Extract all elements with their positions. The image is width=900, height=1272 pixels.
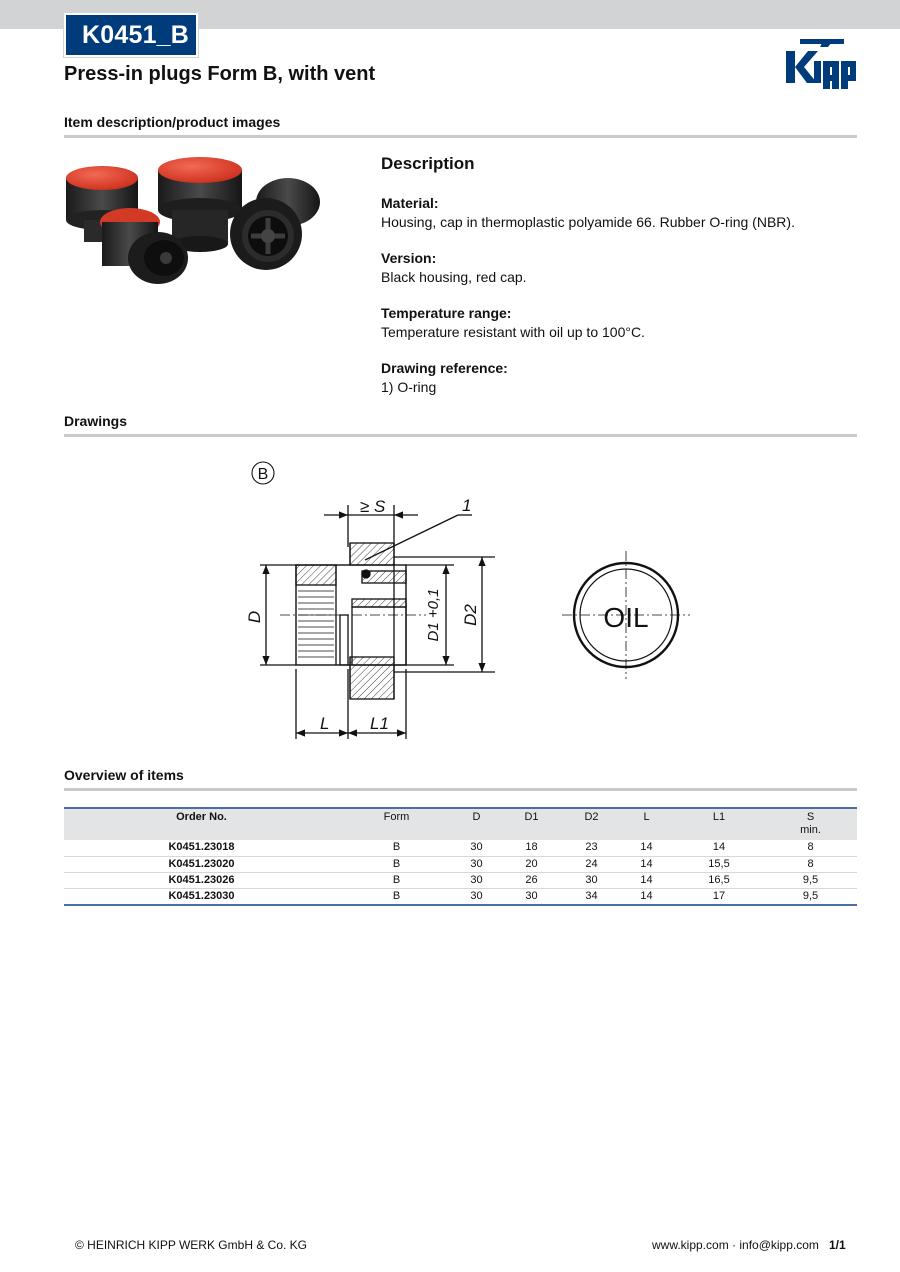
page-title: Press-in plugs Form B, with vent bbox=[64, 63, 376, 85]
temperature-block bbox=[381, 304, 851, 342]
temperature-label: Temperature range: bbox=[381, 305, 512, 321]
cap-text: OIL bbox=[603, 602, 649, 633]
version-block bbox=[381, 249, 851, 287]
cell-d: 30 bbox=[454, 856, 499, 872]
cell-order-no: K0451.23020 bbox=[64, 856, 339, 872]
cell-form: B bbox=[339, 856, 454, 872]
cell-d1: 26 bbox=[499, 872, 564, 888]
cell-l: 14 bbox=[619, 856, 674, 872]
cell-d2: 30 bbox=[564, 872, 619, 888]
cell-l: 14 bbox=[619, 872, 674, 888]
product-code-badge: K0451_B bbox=[64, 13, 198, 57]
items-table bbox=[64, 807, 857, 906]
material-label: Material: bbox=[381, 195, 439, 211]
temperature-text: Temperature resistant with oil up to 100°C. bbox=[381, 324, 645, 340]
cell-form: B bbox=[339, 872, 454, 888]
header-form: Form bbox=[339, 808, 454, 840]
product-photo bbox=[62, 150, 324, 290]
section-rule bbox=[64, 788, 857, 791]
reference-label: Drawing reference: bbox=[381, 360, 508, 376]
header-d2: D2 bbox=[564, 808, 619, 840]
table-row bbox=[64, 888, 857, 905]
table-row bbox=[64, 872, 857, 888]
cell-d1: 20 bbox=[499, 856, 564, 872]
technical-drawing bbox=[240, 455, 710, 750]
header-s bbox=[764, 808, 857, 840]
cell-l1: 16,5 bbox=[674, 872, 764, 888]
table-row bbox=[64, 856, 857, 872]
footer-page-number: 1/1 bbox=[829, 1238, 846, 1252]
version-label: Version: bbox=[381, 250, 437, 266]
header-d1: D1 bbox=[499, 808, 564, 840]
d1-dimension-label: D1 +0,1 bbox=[425, 588, 442, 642]
material-block bbox=[381, 194, 851, 232]
cell-s: 8 bbox=[764, 856, 857, 872]
footer-copyright: © HEINRICH KIPP WERK GmbH & Co. KG bbox=[75, 1238, 307, 1252]
cell-order-no: K0451.23018 bbox=[64, 840, 339, 856]
header-d: D bbox=[454, 808, 499, 840]
cell-form: B bbox=[339, 840, 454, 856]
d-dimension-label: D bbox=[245, 610, 264, 624]
cell-order-no: K0451.23026 bbox=[64, 872, 339, 888]
cell-d: 30 bbox=[454, 872, 499, 888]
header-s-sub: min. bbox=[800, 824, 821, 836]
cell-d: 30 bbox=[454, 840, 499, 856]
cell-d: 30 bbox=[454, 888, 499, 905]
cell-s: 8 bbox=[764, 840, 857, 856]
header-s-label: S bbox=[806, 811, 815, 823]
reference-text: 1) O-ring bbox=[381, 379, 437, 395]
section-heading-overview: Overview of items bbox=[64, 767, 184, 783]
section-rule bbox=[64, 434, 857, 437]
footer-contact[interactable]: www.kipp.com · info@kipp.com bbox=[652, 1238, 819, 1252]
material-text: Housing, cap in thermoplastic polyamide 66. Rubber O-ring (NBR). bbox=[381, 214, 795, 230]
table-row bbox=[64, 840, 857, 856]
d2-dimension-label: D2 bbox=[461, 604, 480, 626]
section-heading-drawings: Drawings bbox=[64, 413, 128, 429]
cell-d1: 18 bbox=[499, 840, 564, 856]
cell-d2: 24 bbox=[564, 856, 619, 872]
cell-form: B bbox=[339, 888, 454, 905]
cell-order-no: K0451.23030 bbox=[64, 888, 339, 905]
cell-l: 14 bbox=[619, 840, 674, 856]
l1-dimension-label: L1 bbox=[370, 714, 389, 733]
cell-d2: 23 bbox=[564, 840, 619, 856]
cell-l: 14 bbox=[619, 888, 674, 905]
table-header-row bbox=[64, 808, 857, 840]
kipp-logo bbox=[784, 37, 858, 91]
cell-d2: 34 bbox=[564, 888, 619, 905]
section-rule bbox=[64, 135, 857, 138]
s-dimension-label: ≥ S bbox=[360, 497, 386, 516]
cell-l1: 15,5 bbox=[674, 856, 764, 872]
version-text: Black housing, red cap. bbox=[381, 269, 527, 285]
reference-1-label: 1 bbox=[462, 496, 472, 515]
header-l: L bbox=[619, 808, 674, 840]
description-title: Description bbox=[381, 154, 475, 173]
reference-block bbox=[381, 359, 851, 397]
cell-s: 9,5 bbox=[764, 888, 857, 905]
section-heading-item-description: Item description/product images bbox=[64, 114, 281, 130]
cell-s: 9,5 bbox=[764, 872, 857, 888]
cell-l1: 17 bbox=[674, 888, 764, 905]
form-marker: B bbox=[257, 466, 269, 483]
cell-d1: 30 bbox=[499, 888, 564, 905]
header-l1: L1 bbox=[674, 808, 764, 840]
cell-l1: 14 bbox=[674, 840, 764, 856]
description-panel bbox=[381, 154, 851, 414]
l-dimension-label: L bbox=[320, 714, 330, 733]
header-order-no: Order No. bbox=[64, 808, 339, 840]
